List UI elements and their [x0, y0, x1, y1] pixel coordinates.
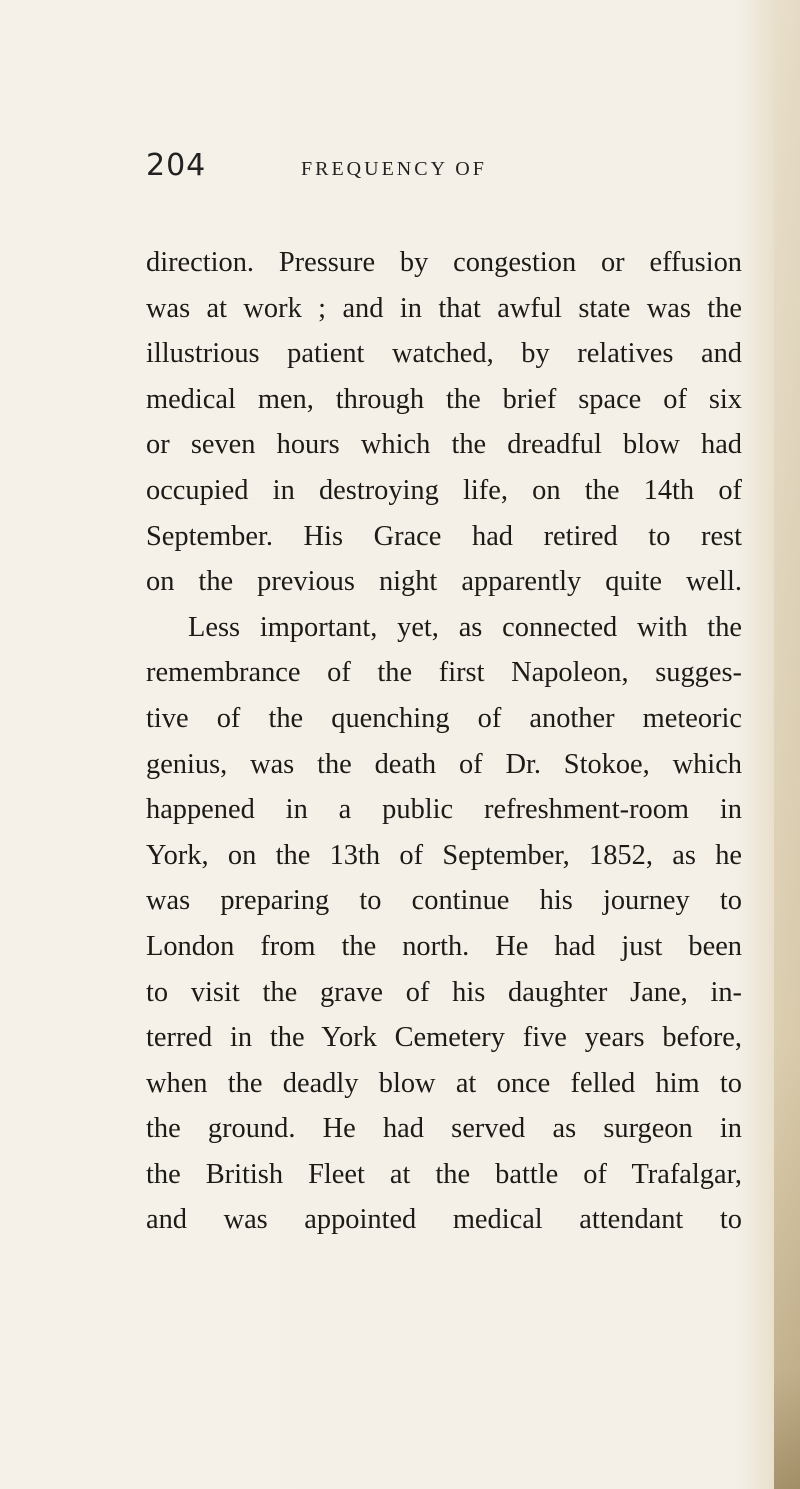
page-header: [146, 148, 736, 188]
text-line: terred in the York Cemetery five years before,: [146, 1022, 742, 1054]
body-text: [146, 240, 742, 1243]
page-edge-stain: [774, 0, 800, 1489]
text-line: the British Fleet at the battle of Trafalgar,: [146, 1158, 742, 1190]
text-line: on the previous night apparently quite well.: [146, 566, 742, 598]
text-line: direction. Pressure by congestion or effusion: [146, 247, 742, 278]
text-line: to visit the grave of his daughter Jane, in-: [146, 976, 742, 1008]
text-line: was preparing to continue his journey to: [146, 885, 742, 917]
text-line: genius, was the death of Dr. Stokoe, which: [146, 748, 742, 780]
text-line: occupied in destroying life, on the 14th of: [146, 474, 742, 506]
text-line: was at work ; and in that awful state was the: [146, 292, 742, 324]
running-head: FREQUENCY OF: [301, 158, 487, 180]
text-line: tive of the quenching of another meteoric: [146, 702, 742, 734]
text-line: happened in a public refreshment-room in: [146, 794, 742, 826]
text-line: remembrance of the first Napoleon, sugges-: [146, 657, 742, 689]
text-line: and was appointed medical attendant to: [146, 1204, 742, 1236]
text-line: medical men, through the brief space of six: [146, 383, 742, 415]
text-line: London from the north. He had just been: [146, 930, 742, 962]
text-line: illustrious patient watched, by relatives and: [146, 338, 742, 370]
text-line: September. His Grace had retired to rest: [146, 520, 742, 552]
text-line: York, on the 13th of September, 1852, as he: [146, 839, 742, 871]
paragraph-start-line: Less important, yet, as connected with the: [188, 611, 742, 643]
text-line: the ground. He had served as surgeon in: [146, 1113, 742, 1145]
text-line: or seven hours which the dreadful blow had: [146, 429, 742, 461]
page-number: 204: [146, 148, 207, 183]
text-line: when the deadly blow at once felled him to: [146, 1067, 742, 1099]
